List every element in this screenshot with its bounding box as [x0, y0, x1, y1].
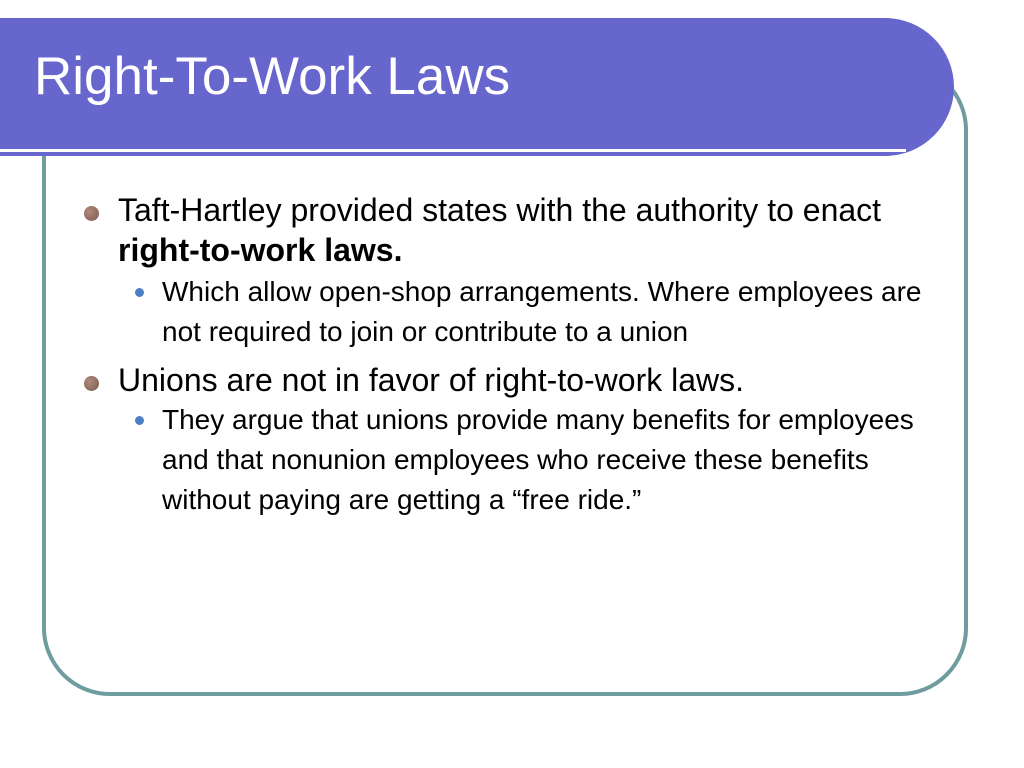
bullet-dot-icon	[84, 376, 99, 391]
subbullet-text: Which allow open-shop arrangements. Where employees are not required to join or contribute to a union	[162, 276, 922, 347]
subbullet-dot-icon	[135, 288, 144, 297]
subbullet-text: They argue that unions provide many benefits for employees and that nonunion employees who receive these benefits without paying are getting a “free ride.”	[162, 404, 914, 515]
bullet-text: Unions are not in favor of right-to-work laws.	[118, 362, 745, 398]
bullet-bold-text: right-to-work laws.	[118, 232, 403, 268]
bullet-list	[84, 190, 954, 520]
bullet-text: Taft-Hartley provided states with the authority to enact	[118, 192, 882, 228]
bullet-dot-icon	[84, 206, 99, 221]
title-underline	[0, 149, 906, 152]
subbullet-open-shop	[162, 272, 954, 352]
slide-title: Right-To-Work Laws	[34, 47, 511, 106]
subbullet-dot-icon	[135, 416, 144, 425]
bullet-unions-not-in-favor	[84, 360, 954, 400]
subbullet-free-ride	[162, 400, 954, 520]
bullet-taft-hartley	[84, 190, 954, 270]
